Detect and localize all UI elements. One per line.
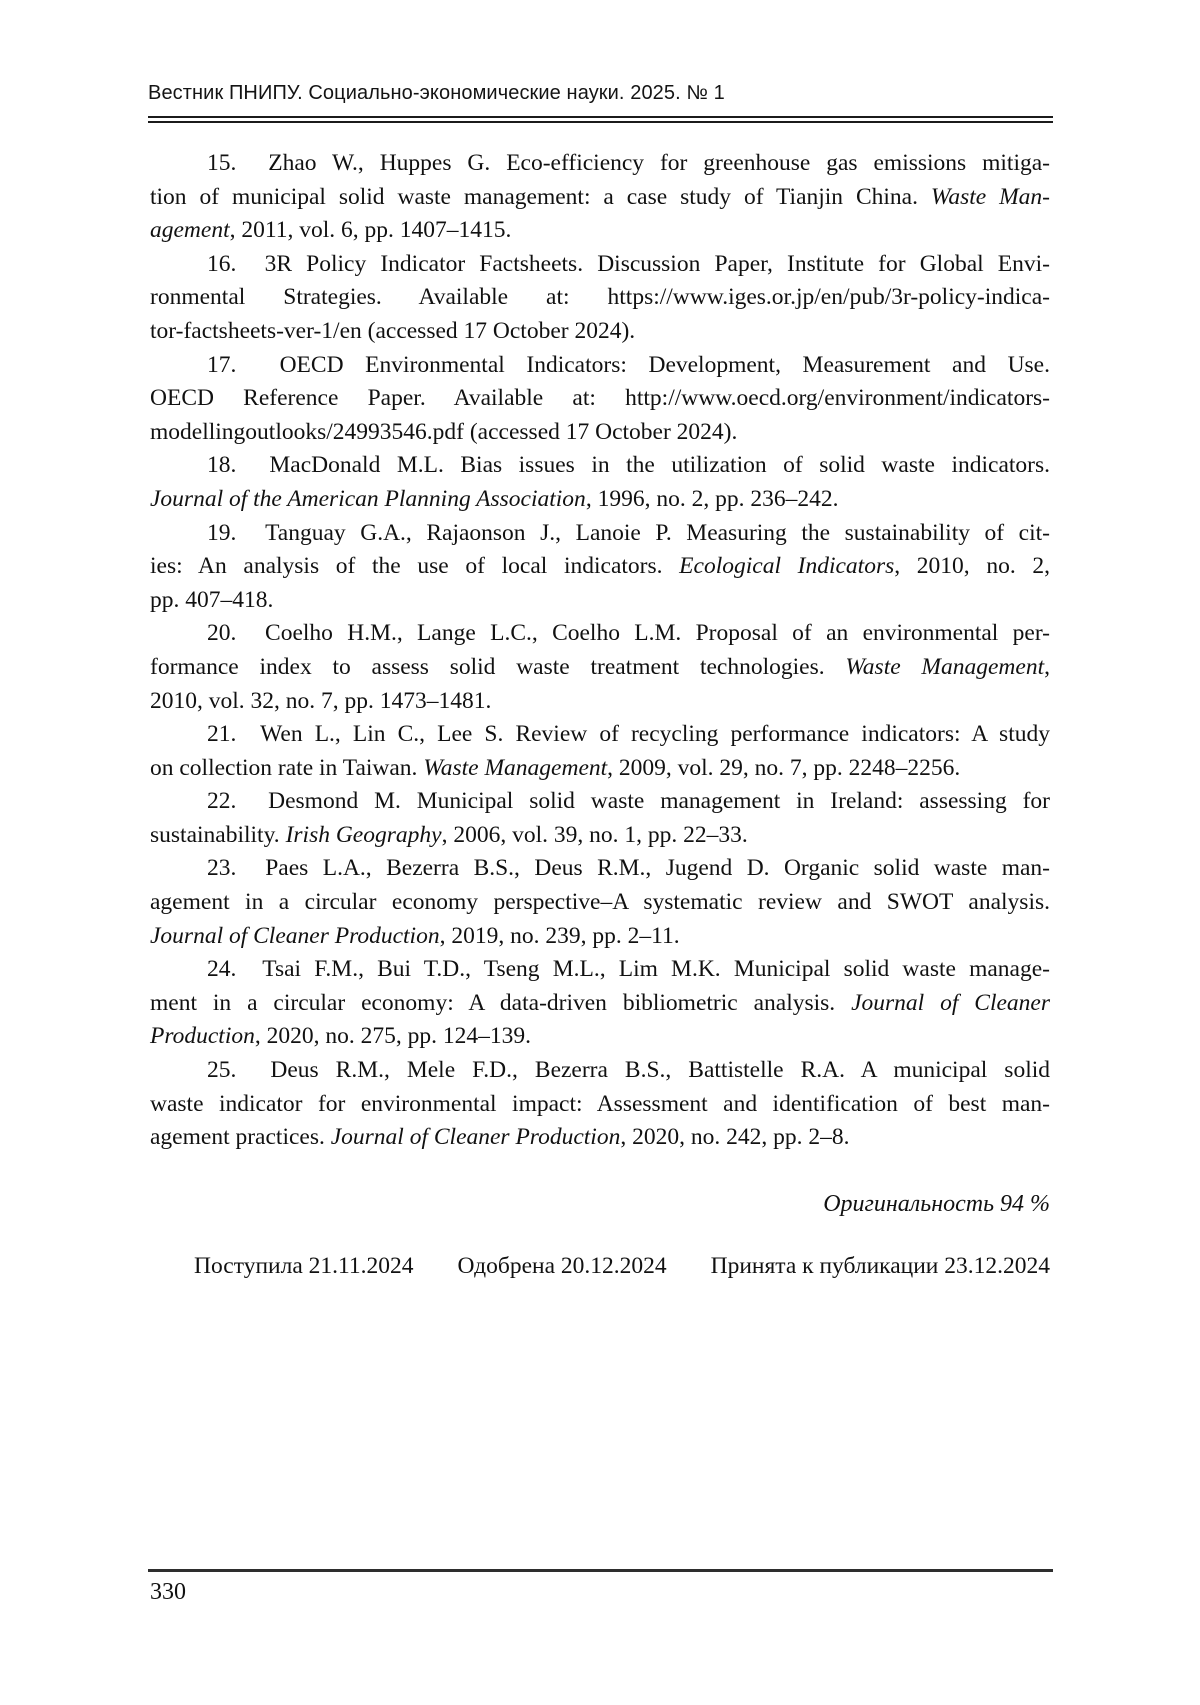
reference-line <box>150 752 1050 786</box>
reference-line <box>150 584 1050 618</box>
reference-text: sustainability. <box>150 821 286 848</box>
originality-note: Оригинальность 94 % <box>823 1191 1050 1217</box>
reference-line <box>150 819 1050 853</box>
reference-text: 16. 3R Policy Indicator Factsheets. Discussion Paper, Institute for Global Envi- <box>207 250 1050 277</box>
reference-line <box>150 987 1050 1021</box>
journal-title-italic: Production <box>150 1023 255 1050</box>
reference-line <box>150 181 1050 215</box>
reference-item <box>150 953 1050 1054</box>
reference-line <box>150 248 1050 282</box>
reference-line <box>150 483 1050 517</box>
reference-line <box>150 651 1050 685</box>
reference-text: pp. 407–418. <box>150 586 274 613</box>
reference-text: , 1996, no. 2, pp. 236–242. <box>585 485 839 512</box>
reference-line <box>150 281 1050 315</box>
journal-title-italic: Journal of Cleaner Production <box>330 1124 621 1151</box>
reference-line <box>150 416 1050 450</box>
reference-text: 17. OECD Environmental Indicators: Development, Measurement and Use. <box>207 351 1050 378</box>
reference-line <box>150 953 1050 987</box>
reference-item <box>150 449 1050 516</box>
journal-title-italic: Waste Management <box>423 754 608 781</box>
reference-text: 25. Deus R.M., Mele F.D., Bezerra B.S., Battistelle R.A. A municipal solid <box>207 1057 1050 1084</box>
reference-line <box>150 147 1050 181</box>
reference-text: waste indicator for environmental impact: Assessment and identification of best man- <box>150 1090 1050 1117</box>
reference-text: 18. MacDonald M.L. Bias issues in the utilization of solid waste indicators. <box>207 452 1050 479</box>
reference-line <box>150 1088 1050 1122</box>
journal-title-italic: Waste Man- <box>930 183 1050 210</box>
reference-text: 21. Wen L., Lin C., Lee S. Review of recycling performance indicators: A study <box>207 721 1050 748</box>
reference-line <box>150 886 1050 920</box>
date-received: Поступила 21.11.2024 <box>194 1253 414 1279</box>
page-number: 330 <box>150 1579 186 1605</box>
submission-dates <box>150 1250 1050 1284</box>
reference-text: modellingoutlooks/24993546.pdf (accessed 17 October 2024). <box>150 418 738 445</box>
reference-text: ment in a circular economy: A data-driven bibliometric analysis. <box>150 989 852 1016</box>
reference-text: 20. Coelho H.M., Lange L.C., Coelho L.M. Proposal of an environmental per- <box>207 620 1050 647</box>
reference-text: , 2009, vol. 29, no. 7, pp. 2248–2256. <box>607 754 961 781</box>
reference-line <box>150 214 1050 248</box>
reference-line <box>150 349 1050 383</box>
reference-line <box>150 1121 1050 1155</box>
reference-item <box>150 248 1050 349</box>
journal-running-header: Вестник ПНИПУ. Социально-экономические науки. 2025. № 1 <box>148 82 725 104</box>
header-rule <box>148 116 1053 123</box>
reference-line <box>150 517 1050 551</box>
reference-item <box>150 785 1050 852</box>
reference-text: 23. Paes L.A., Bezerra B.S., Deus R.M., Jugend D. Organic solid waste man- <box>207 855 1050 882</box>
journal-title-italic: Waste Management <box>845 653 1045 680</box>
footer-rule <box>148 1569 1053 1572</box>
reference-text: tor-factsheets-ver-1/en (accessed 17 October 2024). <box>150 317 636 344</box>
journal-title-italic: agement <box>150 217 230 244</box>
reference-text: 24. Tsai F.M., Bui T.D., Tseng M.L., Lim M.K. Municipal solid waste manage- <box>207 956 1050 983</box>
reference-text: 19. Tanguay G.A., Rajaonson J., Lanoie P. Measuring the sustainability of cit- <box>207 519 1050 546</box>
reference-item <box>150 617 1050 718</box>
reference-text: 15. Zhao W., Huppes G. Eco-efficiency for greenhouse gas emissions mitiga- <box>207 150 1050 176</box>
reference-line <box>150 550 1050 584</box>
journal-title-italic: Journal of the American Planning Association <box>150 485 586 512</box>
reference-text: 22. Desmond M. Municipal solid waste management in Ireland: assessing for <box>207 788 1050 815</box>
reference-line <box>150 617 1050 651</box>
reference-item <box>150 852 1050 953</box>
reference-line <box>150 1054 1050 1088</box>
reference-text: , <box>1044 653 1050 680</box>
reference-text: tion of municipal solid waste management: a case study of Tianjin China. <box>150 183 931 210</box>
reference-text: , 2010, no. 2, <box>894 553 1050 580</box>
reference-text: formance index to assess solid waste treatment technologies. <box>150 653 846 680</box>
reference-line <box>150 1020 1050 1054</box>
reference-item <box>150 718 1050 785</box>
reference-text: agement practices. <box>150 1124 331 1151</box>
reference-text: on collection rate in Taiwan. <box>150 754 424 781</box>
date-accepted: Принята к публикации 23.12.2024 <box>710 1253 1050 1279</box>
reference-line <box>150 785 1050 819</box>
reference-line <box>150 685 1050 719</box>
reference-item <box>150 1054 1050 1155</box>
reference-line <box>150 382 1050 416</box>
reference-text: 2010, vol. 32, no. 7, pp. 1473–1481. <box>150 687 492 714</box>
reference-text: , 2020, no. 275, pp. 124–139. <box>254 1023 531 1050</box>
reference-item <box>150 349 1050 450</box>
reference-text: ies: An analysis of the use of local indicators. <box>150 553 680 580</box>
journal-title-italic: Irish Geography <box>285 821 442 848</box>
references-list <box>150 147 1050 1155</box>
reference-text: , 2006, vol. 39, no. 1, pp. 22–33. <box>441 821 748 848</box>
reference-text: agement in a circular economy perspective–A systematic review and SWOT analysis. <box>150 889 1050 916</box>
reference-item <box>150 517 1050 618</box>
reference-text: , 2019, no. 239, pp. 2–11. <box>439 922 680 949</box>
date-approved: Одобрена 20.12.2024 <box>457 1253 667 1279</box>
reference-text: , 2020, no. 242, pp. 2–8. <box>620 1124 850 1151</box>
journal-title-italic: Ecological Indicators <box>679 553 895 580</box>
journal-title-italic: Journal of Cleaner Production <box>150 922 440 949</box>
reference-line <box>150 852 1050 886</box>
reference-line <box>150 315 1050 349</box>
reference-text: , 2011, vol. 6, pp. 1407–1415. <box>229 217 512 244</box>
reference-item <box>150 147 1050 248</box>
reference-line <box>150 718 1050 752</box>
journal-title-italic: Journal of Cleaner <box>851 989 1050 1016</box>
reference-line <box>150 920 1050 954</box>
reference-text: ronmental Strategies. Available at: https://www.iges.or.jp/en/pub/3r-policy-indica- <box>150 284 1050 311</box>
reference-text: OECD Reference Paper. Available at: http://www.oecd.org/environment/indicators- <box>150 385 1050 412</box>
reference-line <box>150 449 1050 483</box>
